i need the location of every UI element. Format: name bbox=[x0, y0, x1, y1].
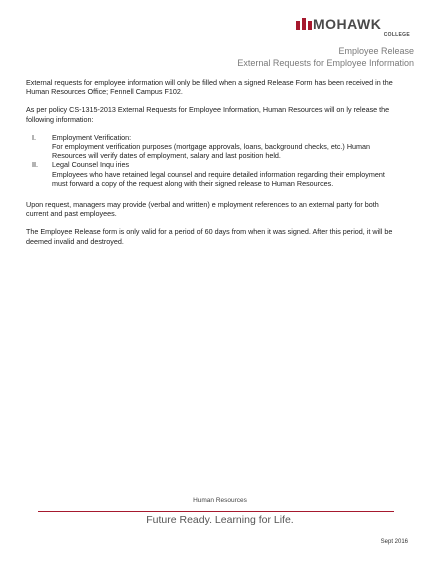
document-subtitle: External Requests for Employee Information bbox=[237, 58, 414, 68]
document-body bbox=[26, 78, 398, 255]
logo-subtext: COLLEGE bbox=[383, 32, 410, 38]
logo-wordmark: MOHAWK bbox=[313, 16, 382, 32]
footer-date: Sept 2016 bbox=[380, 539, 408, 545]
document-header bbox=[237, 45, 414, 69]
information-list bbox=[26, 133, 398, 188]
footer-divider bbox=[38, 511, 394, 512]
paragraph-references: Upon request, managers may provide (verbal and written) e mployment references to an external party for both current and past employees. bbox=[26, 200, 379, 219]
paragraph-intro: External requests for employee information will only be filled when a signed Release Form has been received in the Human Resources Office; Fennell Campus F102. bbox=[26, 78, 393, 97]
list-item-number: I. bbox=[32, 132, 36, 142]
footer-department: Human Resources bbox=[193, 497, 247, 504]
list-item-description: Employees who have retained legal counsel and require detailed information regarding their employment must forward a copy of the request along with their signed release to Human Resources. bbox=[52, 169, 385, 188]
list-item-title: Employment Verification: bbox=[52, 132, 132, 142]
list-item bbox=[26, 133, 398, 161]
footer-tagline: Future Ready. Learning for Life. bbox=[146, 514, 294, 526]
list-item-description: For employment verification purposes (mortgage approvals, loans, background checks, etc.) Human Resources will verify dates of employment, salary and last position held. bbox=[52, 142, 370, 161]
mohawk-college-logo bbox=[296, 16, 416, 42]
paragraph-policy: As per policy CS-1315-2013 External Requests for Employee Information, Human Resources will on ly release the following information: bbox=[26, 105, 390, 124]
paragraph-validity: The Employee Release form is only valid for a period of 60 days from when it was signed. After this period, it will be deemed invalid and destroyed. bbox=[26, 227, 393, 246]
logo-mark-icon bbox=[296, 18, 312, 30]
list-item bbox=[26, 160, 398, 188]
document-title: Employee Release bbox=[338, 46, 414, 56]
list-item-title: Legal Counsel Inqu iries bbox=[52, 160, 130, 170]
list-item-number: II. bbox=[32, 160, 38, 170]
